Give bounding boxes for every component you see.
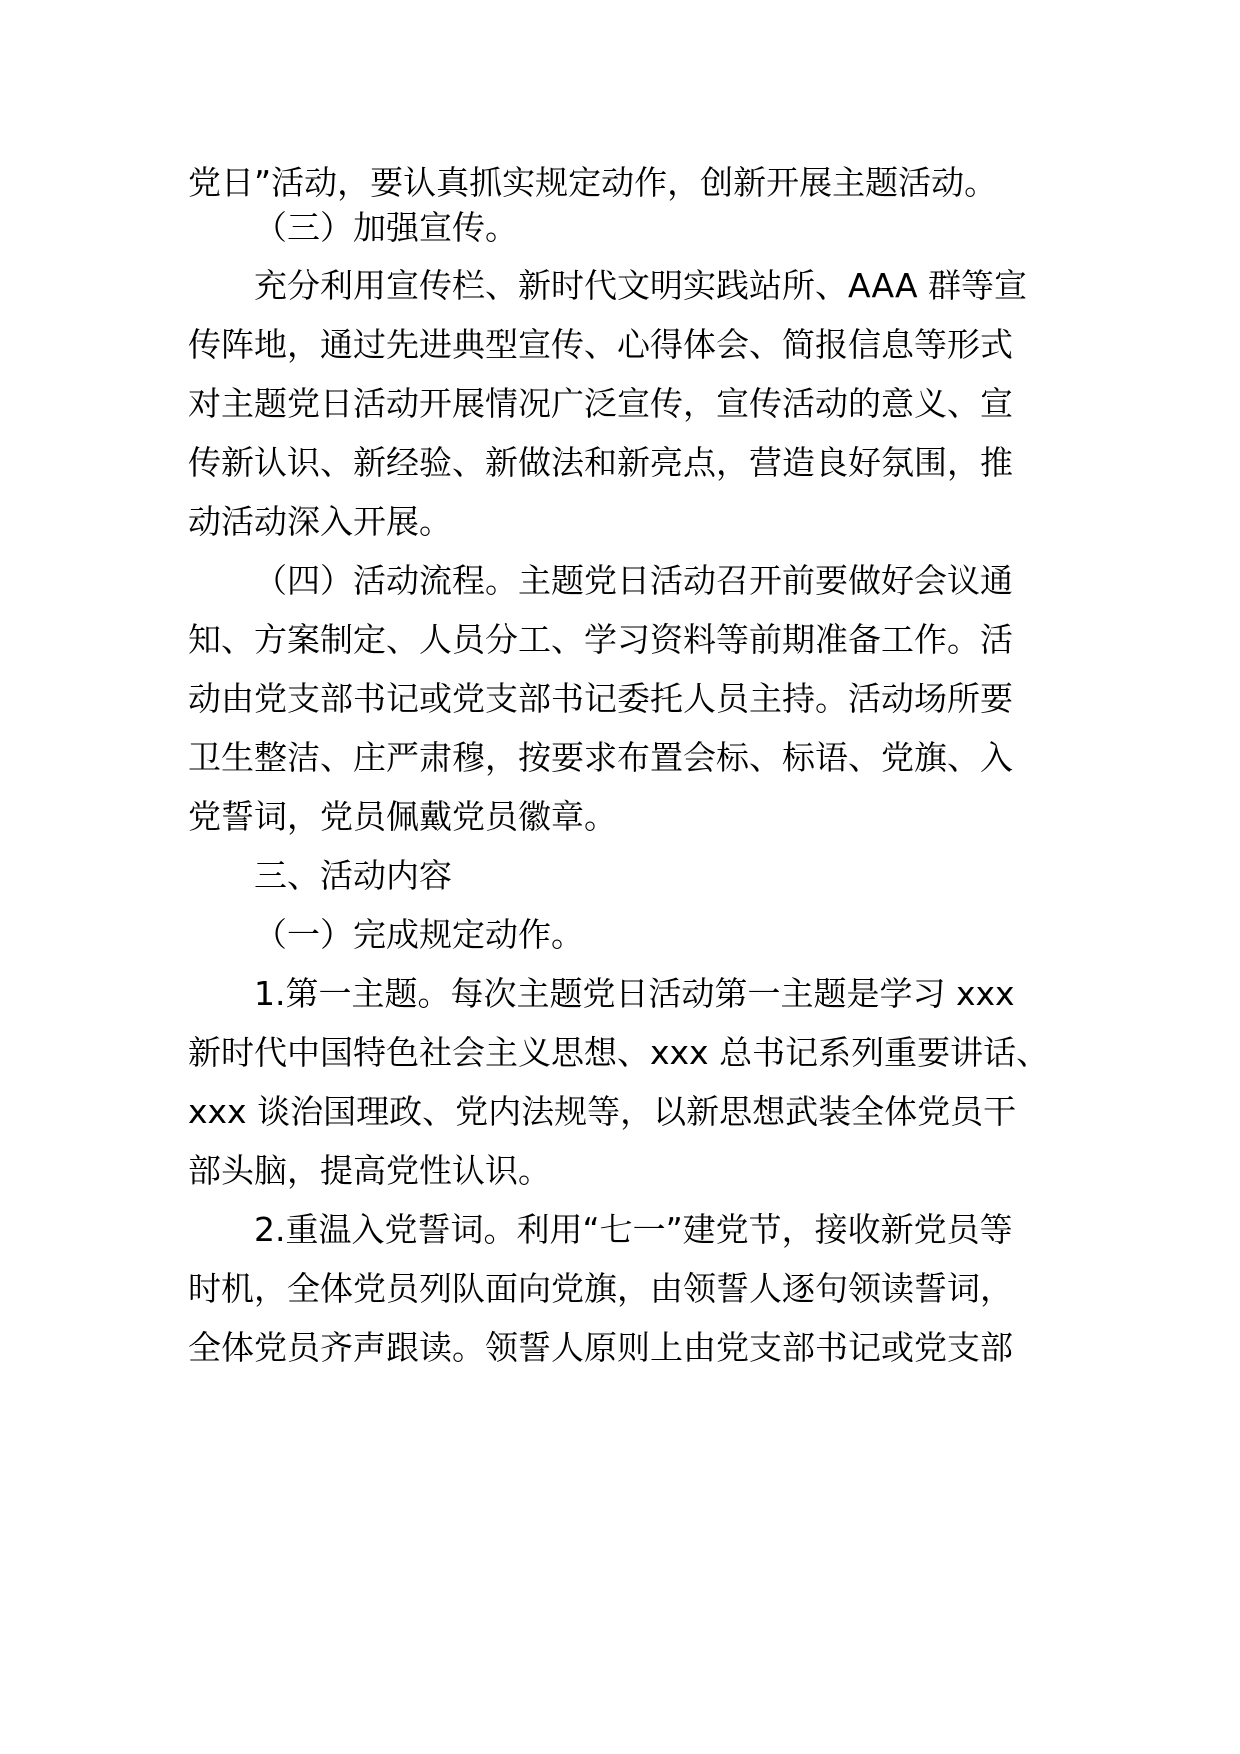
body-text-line: 动活动深入开展。 xyxy=(188,502,452,541)
body-text-line: 卫生整洁、庄严肃穆，按要求布置会标、标语、党旗、入 xyxy=(188,738,1013,777)
section-heading-line: （一）完成规定动作。 xyxy=(254,915,584,954)
body-text-line: 对主题党日活动开展情况广泛宣传，宣传活动的意义、宣 xyxy=(188,384,1013,423)
body-text-line: 党日”活动，要认真抓实规定动作，创新开展主题活动。 xyxy=(188,163,998,202)
body-text-line: 新时代中国特色社会主义思想、xxx 总书记系列重要讲话、 xyxy=(188,1033,1050,1072)
section-heading-line: （三）加强宣传。 xyxy=(254,208,518,247)
body-text-line: 传新认识、新经验、新做法和新亮点，营造良好氛围，推 xyxy=(188,443,1013,482)
body-text-line: xxx 谈治国理政、党内法规等，以新思想武装全体党员干 xyxy=(188,1092,1017,1131)
body-text-line: 时机，全体党员列队面向党旗，由领誓人逐句领读誓词， xyxy=(188,1269,1013,1308)
body-text-line: （四）活动流程。主题党日活动召开前要做好会议通 xyxy=(254,561,1013,600)
body-text-line: 知、方案制定、人员分工、学习资料等前期准备工作。活 xyxy=(188,620,1013,659)
body-text-line: 部头脑，提高党性认识。 xyxy=(188,1151,551,1190)
body-text-line: 1.第一主题。每次主题党日活动第一主题是学习 xxx xyxy=(254,974,1015,1013)
body-text-line: 2.重温入党誓词。利用“七一”建党节，接收新党员等 xyxy=(254,1210,1013,1249)
section-heading-line: 三、活动内容 xyxy=(254,856,452,895)
body-text-line: 传阵地，通过先进典型宣传、心得体会、简报信息等形式 xyxy=(188,325,1013,364)
body-text-line: 全体党员齐声跟读。领誓人原则上由党支部书记或党支部 xyxy=(188,1328,1013,1367)
body-text-line: 充分利用宣传栏、新时代文明实践站所、AAA 群等宣 xyxy=(254,266,1028,305)
body-text-line: 动由党支部书记或党支部书记委托人员主持。活动场所要 xyxy=(188,679,1013,718)
body-text-line: 党誓词，党员佩戴党员徽章。 xyxy=(188,797,617,836)
